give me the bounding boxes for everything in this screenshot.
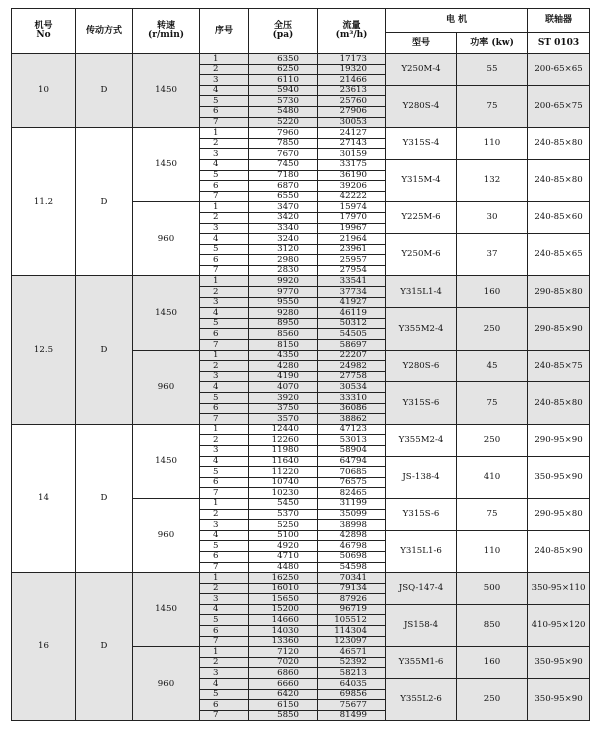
seq-cell: 5 — [200, 689, 249, 700]
flow-cell: 53013 — [318, 435, 386, 446]
model-no-cell: 11.2 — [12, 128, 76, 276]
flow-cell: 33310 — [318, 393, 386, 404]
seq-cell: 3 — [200, 520, 249, 531]
seq-cell: 4 — [200, 604, 249, 615]
seq-cell: 4 — [200, 679, 249, 690]
flow-cell: 75677 — [318, 700, 386, 711]
flow-cell: 76575 — [318, 477, 386, 488]
flow-cell: 19967 — [318, 223, 386, 234]
pressure-cell: 7960 — [249, 128, 318, 139]
header-pressure-cn: 全压 — [273, 21, 292, 31]
motor-power-cell: 132 — [457, 159, 528, 201]
pressure-cell: 3120 — [249, 244, 318, 255]
motor-model-cell: Y250M-4 — [386, 54, 457, 86]
coupling-cell: 290-95×80 — [528, 498, 590, 530]
seq-cell: 4 — [200, 234, 249, 245]
seq-cell: 3 — [200, 594, 249, 605]
seq-cell: 2 — [200, 509, 249, 520]
coupling-cell: 290-85×90 — [528, 308, 590, 350]
seq-cell: 6 — [200, 106, 249, 117]
seq-cell: 7 — [200, 191, 249, 202]
pressure-cell: 5450 — [249, 498, 318, 509]
seq-cell: 3 — [200, 445, 249, 456]
flow-cell: 114304 — [318, 626, 386, 637]
motor-power-cell: 75 — [457, 498, 528, 530]
header-speed — [133, 9, 200, 54]
pressure-cell: 8950 — [249, 318, 318, 329]
header-flow-cn: 流量 — [342, 21, 361, 31]
pressure-cell: 9920 — [249, 276, 318, 287]
flow-cell: 69856 — [318, 689, 386, 700]
seq-cell: 1 — [200, 350, 249, 361]
pressure-cell: 7020 — [249, 657, 318, 668]
coupling-cell: 240-85×90 — [528, 530, 590, 572]
coupling-cell: 290-95×90 — [528, 424, 590, 456]
coupling-cell: 410-95×120 — [528, 604, 590, 646]
flow-cell: 50312 — [318, 318, 386, 329]
flow-cell: 30053 — [318, 117, 386, 128]
pressure-cell: 4480 — [249, 562, 318, 573]
model-no-cell: 14 — [12, 424, 76, 572]
flow-cell: 87926 — [318, 594, 386, 605]
model-no-cell: 12.5 — [12, 276, 76, 424]
seq-cell: 2 — [200, 361, 249, 372]
header-motor-model: 型号 — [386, 33, 457, 54]
speed-cell: 960 — [133, 202, 200, 276]
flow-cell: 39206 — [318, 181, 386, 192]
pressure-cell: 5730 — [249, 96, 318, 107]
flow-cell: 31199 — [318, 498, 386, 509]
motor-model-cell: Y280S-6 — [386, 350, 457, 382]
pressure-cell: 11640 — [249, 456, 318, 467]
coupling-cell: 350-95×110 — [528, 573, 590, 605]
coupling-cell: 350-95×90 — [528, 679, 590, 721]
motor-power-cell: 160 — [457, 647, 528, 679]
seq-cell: 4 — [200, 530, 249, 541]
coupling-cell: 290-85×80 — [528, 276, 590, 308]
pressure-cell: 6150 — [249, 700, 318, 711]
speed-cell: 1450 — [133, 276, 200, 350]
motor-power-cell: 45 — [457, 350, 528, 382]
pressure-cell: 8560 — [249, 329, 318, 340]
motor-power-cell: 250 — [457, 308, 528, 350]
motor-power-cell: 410 — [457, 456, 528, 498]
seq-cell: 7 — [200, 710, 249, 721]
motor-model-cell: Y315S-6 — [386, 498, 457, 530]
pressure-cell: 14660 — [249, 615, 318, 626]
flow-cell: 42898 — [318, 530, 386, 541]
header-motor-power: 功率 (kw) — [457, 33, 528, 54]
flow-cell: 54598 — [318, 562, 386, 573]
pressure-cell: 5370 — [249, 509, 318, 520]
pressure-cell: 6110 — [249, 75, 318, 86]
seq-cell: 3 — [200, 371, 249, 382]
seq-cell: 2 — [200, 657, 249, 668]
seq-cell: 2 — [200, 583, 249, 594]
motor-model-cell: Y355M2-4 — [386, 424, 457, 456]
pressure-cell: 5480 — [249, 106, 318, 117]
seq-cell: 2 — [200, 435, 249, 446]
coupling-cell: 240-85×80 — [528, 159, 590, 201]
table-body — [12, 54, 590, 721]
seq-cell: 3 — [200, 75, 249, 86]
seq-cell: 3 — [200, 668, 249, 679]
coupling-cell: 240-85×75 — [528, 350, 590, 382]
header-model-no-cn: 机号 — [34, 21, 53, 31]
speed-cell: 1450 — [133, 573, 200, 647]
pressure-cell: 6660 — [249, 679, 318, 690]
flow-cell: 70685 — [318, 467, 386, 478]
seq-cell: 1 — [200, 202, 249, 213]
table-row — [12, 573, 590, 584]
motor-power-cell: 30 — [457, 202, 528, 234]
seq-cell: 2 — [200, 138, 249, 149]
pressure-cell: 6870 — [249, 181, 318, 192]
motor-power-cell: 110 — [457, 128, 528, 160]
pressure-cell: 6550 — [249, 191, 318, 202]
motor-power-cell: 110 — [457, 530, 528, 572]
motor-model-cell: Y315S-4 — [386, 128, 457, 160]
pressure-cell: 3240 — [249, 234, 318, 245]
coupling-cell: 200-65×65 — [528, 54, 590, 86]
pressure-cell: 4920 — [249, 541, 318, 552]
header-pressure — [249, 9, 318, 54]
seq-cell: 7 — [200, 562, 249, 573]
seq-cell: 4 — [200, 85, 249, 96]
pressure-cell: 4710 — [249, 551, 318, 562]
pressure-cell: 3570 — [249, 414, 318, 425]
coupling-cell: 200-65×75 — [528, 85, 590, 127]
flow-cell: 42222 — [318, 191, 386, 202]
pressure-cell: 13360 — [249, 636, 318, 647]
pressure-cell: 10740 — [249, 477, 318, 488]
seq-cell: 2 — [200, 287, 249, 298]
flow-cell: 27906 — [318, 106, 386, 117]
motor-model-cell: JS158-4 — [386, 604, 457, 646]
pressure-cell: 9770 — [249, 287, 318, 298]
motor-power-cell: 250 — [457, 679, 528, 721]
pressure-cell: 7180 — [249, 170, 318, 181]
table-row — [12, 424, 590, 435]
flow-cell: 27954 — [318, 265, 386, 276]
pressure-cell: 14030 — [249, 626, 318, 637]
flow-cell: 64794 — [318, 456, 386, 467]
seq-cell: 4 — [200, 308, 249, 319]
motor-model-cell: Y250M-6 — [386, 234, 457, 276]
flow-cell: 70341 — [318, 573, 386, 584]
seq-cell: 6 — [200, 551, 249, 562]
motor-model-cell: Y355L2-6 — [386, 679, 457, 721]
seq-cell: 1 — [200, 128, 249, 139]
flow-cell: 17970 — [318, 212, 386, 223]
seq-cell: 3 — [200, 149, 249, 160]
header-model-no-en: No — [36, 30, 51, 40]
pressure-cell: 7450 — [249, 159, 318, 170]
pressure-cell: 11220 — [249, 467, 318, 478]
drive-cell: D — [76, 573, 133, 721]
motor-model-cell: Y225M-6 — [386, 202, 457, 234]
motor-model-cell: Y280S-4 — [386, 85, 457, 127]
coupling-cell: 240-85×80 — [528, 382, 590, 424]
flow-cell: 30534 — [318, 382, 386, 393]
flow-cell: 35099 — [318, 509, 386, 520]
seq-cell: 1 — [200, 573, 249, 584]
drive-cell: D — [76, 54, 133, 128]
motor-power-cell: 75 — [457, 382, 528, 424]
motor-model-cell: Y355M2-4 — [386, 308, 457, 350]
flow-cell: 25957 — [318, 255, 386, 266]
seq-cell: 7 — [200, 340, 249, 351]
seq-cell: 7 — [200, 414, 249, 425]
header-flow-unit: (m³/h) — [335, 30, 368, 40]
seq-cell: 6 — [200, 403, 249, 414]
seq-cell: 3 — [200, 297, 249, 308]
pressure-cell: 5940 — [249, 85, 318, 96]
flow-cell: 46119 — [318, 308, 386, 319]
pressure-cell: 3420 — [249, 212, 318, 223]
flow-cell: 21466 — [318, 75, 386, 86]
speed-cell: 960 — [133, 498, 200, 572]
motor-power-cell: 37 — [457, 234, 528, 276]
flow-cell: 52392 — [318, 657, 386, 668]
header-seq: 序号 — [200, 9, 249, 54]
flow-cell: 21964 — [318, 234, 386, 245]
flow-cell: 37734 — [318, 287, 386, 298]
pressure-cell: 9280 — [249, 308, 318, 319]
flow-cell: 33175 — [318, 159, 386, 170]
flow-cell: 36190 — [318, 170, 386, 181]
flow-cell: 58697 — [318, 340, 386, 351]
table-header — [12, 9, 590, 54]
flow-cell: 46571 — [318, 647, 386, 658]
coupling-cell: 350-95×90 — [528, 647, 590, 679]
seq-cell: 5 — [200, 244, 249, 255]
seq-cell: 4 — [200, 456, 249, 467]
seq-cell: 2 — [200, 64, 249, 75]
seq-cell: 4 — [200, 382, 249, 393]
pressure-cell: 3340 — [249, 223, 318, 234]
pressure-cell: 6860 — [249, 668, 318, 679]
seq-cell: 5 — [200, 393, 249, 404]
flow-cell: 81499 — [318, 710, 386, 721]
coupling-cell: 240-85×65 — [528, 234, 590, 276]
flow-cell: 105512 — [318, 615, 386, 626]
flow-cell: 38862 — [318, 414, 386, 425]
pressure-cell: 4280 — [249, 361, 318, 372]
pressure-cell: 7850 — [249, 138, 318, 149]
seq-cell: 5 — [200, 96, 249, 107]
pressure-cell: 2830 — [249, 265, 318, 276]
flow-cell: 36086 — [318, 403, 386, 414]
flow-cell: 82465 — [318, 488, 386, 499]
flow-cell: 24982 — [318, 361, 386, 372]
flow-cell: 58213 — [318, 668, 386, 679]
motor-power-cell: 250 — [457, 424, 528, 456]
pressure-cell: 6250 — [249, 64, 318, 75]
motor-model-cell: Y315L1-4 — [386, 276, 457, 308]
motor-model-cell: Y315L1-6 — [386, 530, 457, 572]
flow-cell: 64035 — [318, 679, 386, 690]
pressure-cell: 9550 — [249, 297, 318, 308]
drive-cell: D — [76, 128, 133, 276]
pressure-cell: 6420 — [249, 689, 318, 700]
pressure-cell: 5250 — [249, 520, 318, 531]
pressure-cell: 4190 — [249, 371, 318, 382]
seq-cell: 3 — [200, 223, 249, 234]
pressure-cell: 6350 — [249, 54, 318, 65]
motor-power-cell: 75 — [457, 85, 528, 127]
flow-cell: 46798 — [318, 541, 386, 552]
header-speed-cn: 转速 — [156, 21, 175, 31]
pressure-cell: 8150 — [249, 340, 318, 351]
seq-cell: 5 — [200, 467, 249, 478]
seq-cell: 1 — [200, 424, 249, 435]
seq-cell: 1 — [200, 647, 249, 658]
model-no-cell: 10 — [12, 54, 76, 128]
flow-cell: 23961 — [318, 244, 386, 255]
pressure-cell: 16010 — [249, 583, 318, 594]
motor-power-cell: 500 — [457, 573, 528, 605]
pressure-cell: 5850 — [249, 710, 318, 721]
header-motor: 电 机 — [386, 9, 528, 33]
seq-cell: 5 — [200, 615, 249, 626]
flow-cell: 41927 — [318, 297, 386, 308]
flow-cell: 50698 — [318, 551, 386, 562]
seq-cell: 6 — [200, 329, 249, 340]
flow-cell: 15974 — [318, 202, 386, 213]
flow-cell: 58904 — [318, 445, 386, 456]
table-row — [12, 276, 590, 287]
pressure-cell: 3750 — [249, 403, 318, 414]
motor-power-cell: 55 — [457, 54, 528, 86]
coupling-cell: 240-85×80 — [528, 128, 590, 160]
seq-cell: 6 — [200, 477, 249, 488]
pressure-cell: 15200 — [249, 604, 318, 615]
pressure-cell: 4070 — [249, 382, 318, 393]
speed-cell: 960 — [133, 350, 200, 424]
header-flow — [318, 9, 386, 54]
header-coupling: 联轴器 — [528, 9, 590, 33]
seq-cell: 7 — [200, 265, 249, 276]
pressure-cell: 15650 — [249, 594, 318, 605]
motor-model-cell: Y315M-4 — [386, 159, 457, 201]
pressure-cell: 5220 — [249, 117, 318, 128]
seq-cell: 1 — [200, 498, 249, 509]
table-row — [12, 128, 590, 139]
motor-power-cell: 160 — [457, 276, 528, 308]
speed-cell: 1450 — [133, 128, 200, 202]
drive-cell: D — [76, 276, 133, 424]
seq-cell: 1 — [200, 54, 249, 65]
pressure-cell: 3920 — [249, 393, 318, 404]
flow-cell: 27758 — [318, 371, 386, 382]
model-no-cell: 16 — [12, 573, 76, 721]
seq-cell: 6 — [200, 626, 249, 637]
pressure-cell: 5100 — [249, 530, 318, 541]
seq-cell: 4 — [200, 159, 249, 170]
motor-model-cell: Y355M1-6 — [386, 647, 457, 679]
header-speed-unit: (r/min) — [147, 30, 185, 40]
flow-cell: 30159 — [318, 149, 386, 160]
speed-cell: 1450 — [133, 424, 200, 498]
flow-cell: 25760 — [318, 96, 386, 107]
motor-model-cell: JS-138-4 — [386, 456, 457, 498]
flow-cell: 38998 — [318, 520, 386, 531]
flow-cell: 79134 — [318, 583, 386, 594]
pressure-cell: 7120 — [249, 647, 318, 658]
header-pressure-unit: (pa) — [272, 30, 294, 40]
flow-cell: 123097 — [318, 636, 386, 647]
flow-cell: 17173 — [318, 54, 386, 65]
flow-cell: 54505 — [318, 329, 386, 340]
flow-cell: 24127 — [318, 128, 386, 139]
speed-cell: 960 — [133, 647, 200, 721]
seq-cell: 7 — [200, 117, 249, 128]
pressure-cell: 7670 — [249, 149, 318, 160]
flow-cell: 96719 — [318, 604, 386, 615]
pressure-cell: 2980 — [249, 255, 318, 266]
seq-cell: 5 — [200, 170, 249, 181]
flow-cell: 23613 — [318, 85, 386, 96]
speed-cell: 1450 — [133, 54, 200, 128]
motor-power-cell: 850 — [457, 604, 528, 646]
seq-cell: 2 — [200, 212, 249, 223]
motor-model-cell: JSQ-147-4 — [386, 573, 457, 605]
flow-cell: 47123 — [318, 424, 386, 435]
seq-cell: 5 — [200, 318, 249, 329]
pressure-cell: 12260 — [249, 435, 318, 446]
drive-cell: D — [76, 424, 133, 572]
pressure-cell: 3470 — [249, 202, 318, 213]
seq-cell: 5 — [200, 541, 249, 552]
header-coupling-std: ST 0103 — [528, 33, 590, 54]
seq-cell: 7 — [200, 488, 249, 499]
coupling-cell: 350-95×90 — [528, 456, 590, 498]
flow-cell: 27143 — [318, 138, 386, 149]
flow-cell: 33541 — [318, 276, 386, 287]
table-row — [12, 54, 590, 65]
header-drive: 传动方式 — [76, 9, 133, 54]
flow-cell: 19320 — [318, 64, 386, 75]
seq-cell: 6 — [200, 181, 249, 192]
pressure-cell: 4350 — [249, 350, 318, 361]
motor-model-cell: Y315S-6 — [386, 382, 457, 424]
flow-cell: 22207 — [318, 350, 386, 361]
header-model-no — [12, 9, 76, 54]
seq-cell: 1 — [200, 276, 249, 287]
pressure-cell: 10230 — [249, 488, 318, 499]
pressure-cell: 11980 — [249, 445, 318, 456]
seq-cell: 6 — [200, 255, 249, 266]
fan-performance-table — [11, 8, 590, 721]
seq-cell: 6 — [200, 700, 249, 711]
pressure-cell: 16250 — [249, 573, 318, 584]
seq-cell: 7 — [200, 636, 249, 647]
pressure-cell: 12440 — [249, 424, 318, 435]
coupling-cell: 240-85×60 — [528, 202, 590, 234]
